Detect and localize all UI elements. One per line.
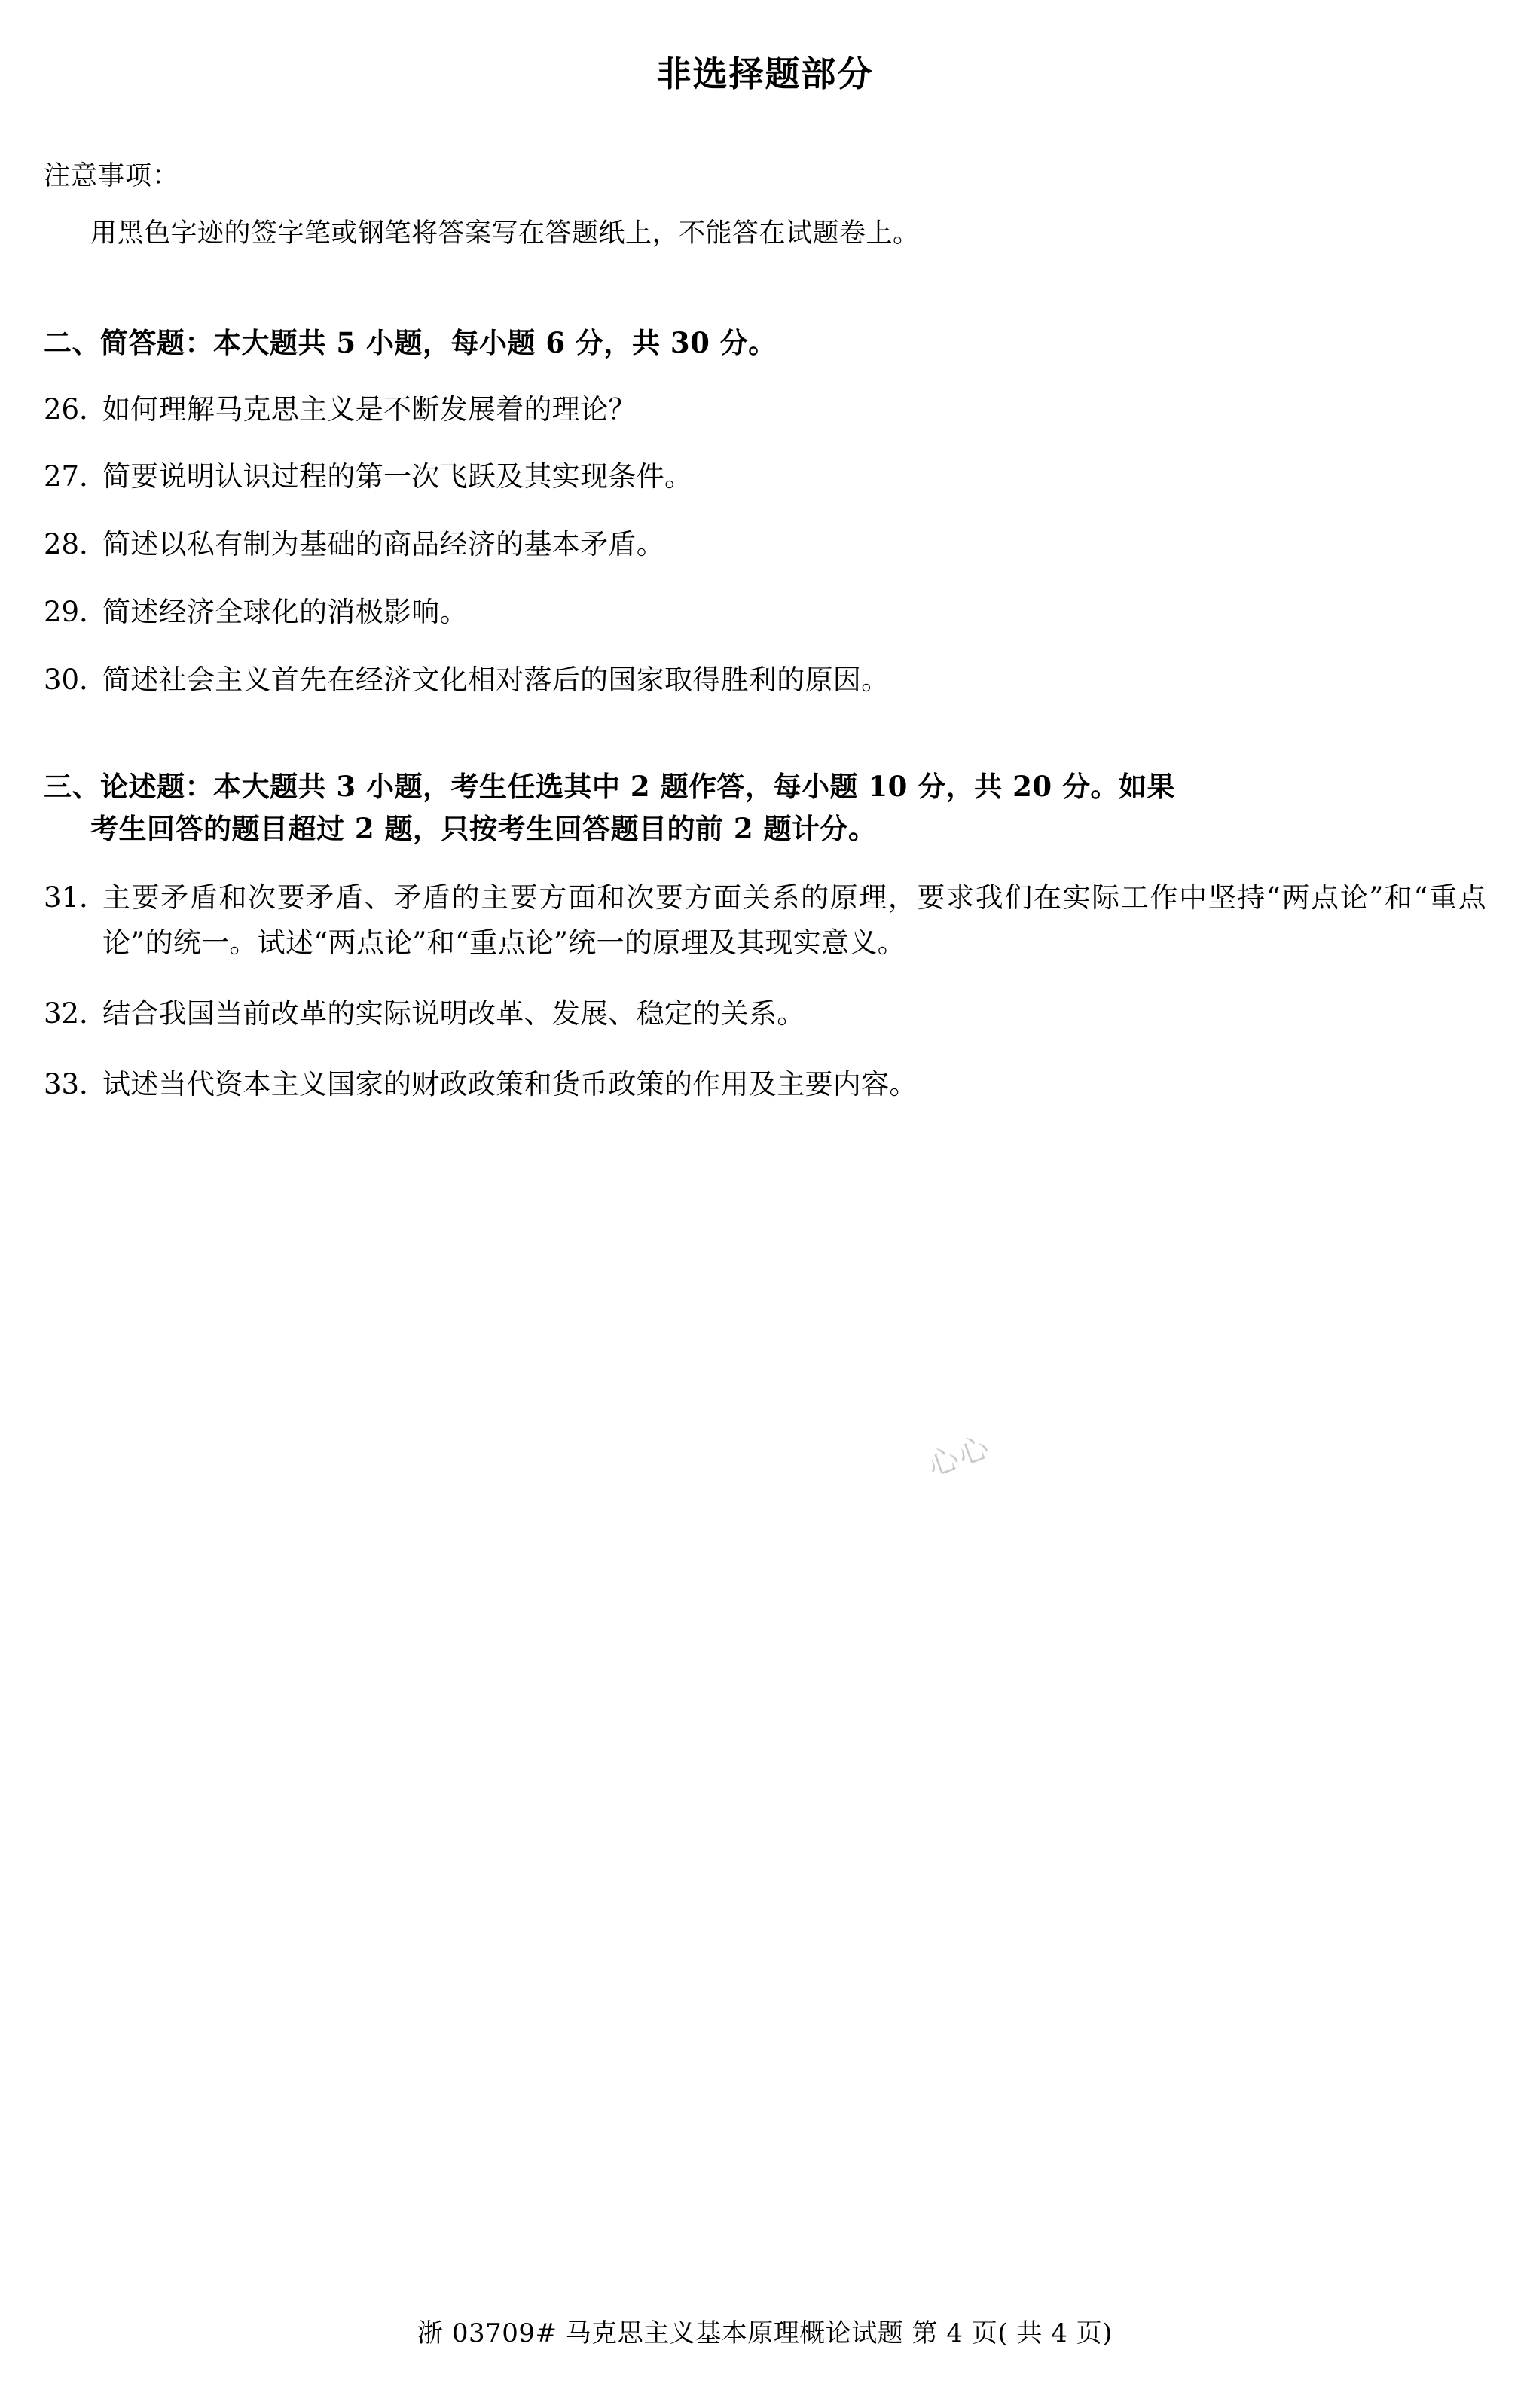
notice-text: 用黑色字迹的签字笔或钢笔将答案写在答题纸上，不能答在试题卷上。	[90, 218, 920, 249]
question-number: 29．	[44, 596, 108, 629]
question-number: 31．	[44, 881, 108, 914]
exam-page	[0, 47, 1530, 2408]
question-33	[44, 1062, 1486, 1107]
question-text: 如何理解马克思主义是不断发展着的理论？	[102, 392, 637, 426]
question-27	[44, 454, 1486, 499]
question-text: 简述经济全球化的消极影响。	[102, 596, 468, 629]
notice-label: 注意事项：	[44, 161, 180, 191]
question-32	[44, 991, 1486, 1036]
question-text: 结合我国当前改革的实际说明改革、发展、稳定的关系。	[102, 997, 805, 1030]
section-three-heading-line2: 考生回答的题目超过 2 题，只按考生回答题目的前 2 题计分。	[90, 811, 877, 845]
section-three-heading	[44, 766, 1486, 850]
question-text: 简要说明认识过程的第一次飞跃及其实现条件。	[102, 460, 693, 493]
question-29	[44, 590, 1486, 635]
question-31	[44, 875, 1486, 966]
question-number: 33．	[44, 1068, 108, 1100]
question-26	[44, 387, 1486, 432]
question-text: 简述以私有制为基础的商品经济的基本矛盾。	[102, 528, 664, 561]
question-number: 28．	[44, 528, 108, 561]
page-title: 非选择题部分	[656, 53, 874, 94]
question-text: 试述当代资本主义国家的财政政策和货币政策的作用及主要内容。	[102, 1068, 918, 1100]
question-number: 30．	[44, 664, 108, 697]
question-text: 简述社会主义首先在经济文化相对落后的国家取得胜利的原因。	[102, 664, 890, 697]
question-number: 26．	[44, 392, 108, 426]
page-content	[44, 155, 1486, 1107]
question-text: 主要矛盾和次要矛盾、矛盾的主要方面和次要方面关系的原理，要求我们在实际工作中坚持“两点论”和“重点论”的统一。试述“两点论”和“重点论”统一的原理及其现实意义。	[102, 881, 1486, 960]
section-two-heading: 二、简答题：本大题共 5 小题，每小题 6 分，共 30 分。	[44, 326, 777, 359]
question-number: 27．	[44, 460, 108, 493]
question-28	[44, 522, 1486, 567]
section-three-heading-line1: 三、论述题：本大题共 3 小题，考生任选其中 2 题作答，每小题 10 分，共 20 分。如果	[44, 770, 1176, 804]
question-30	[44, 658, 1486, 703]
watermark: 心心	[923, 1429, 995, 1484]
question-number: 32．	[44, 997, 108, 1030]
page-footer: 浙 03709# 马克思主义基本原理概论试题 第 4 页( 共 4 页)	[417, 2318, 1113, 2348]
